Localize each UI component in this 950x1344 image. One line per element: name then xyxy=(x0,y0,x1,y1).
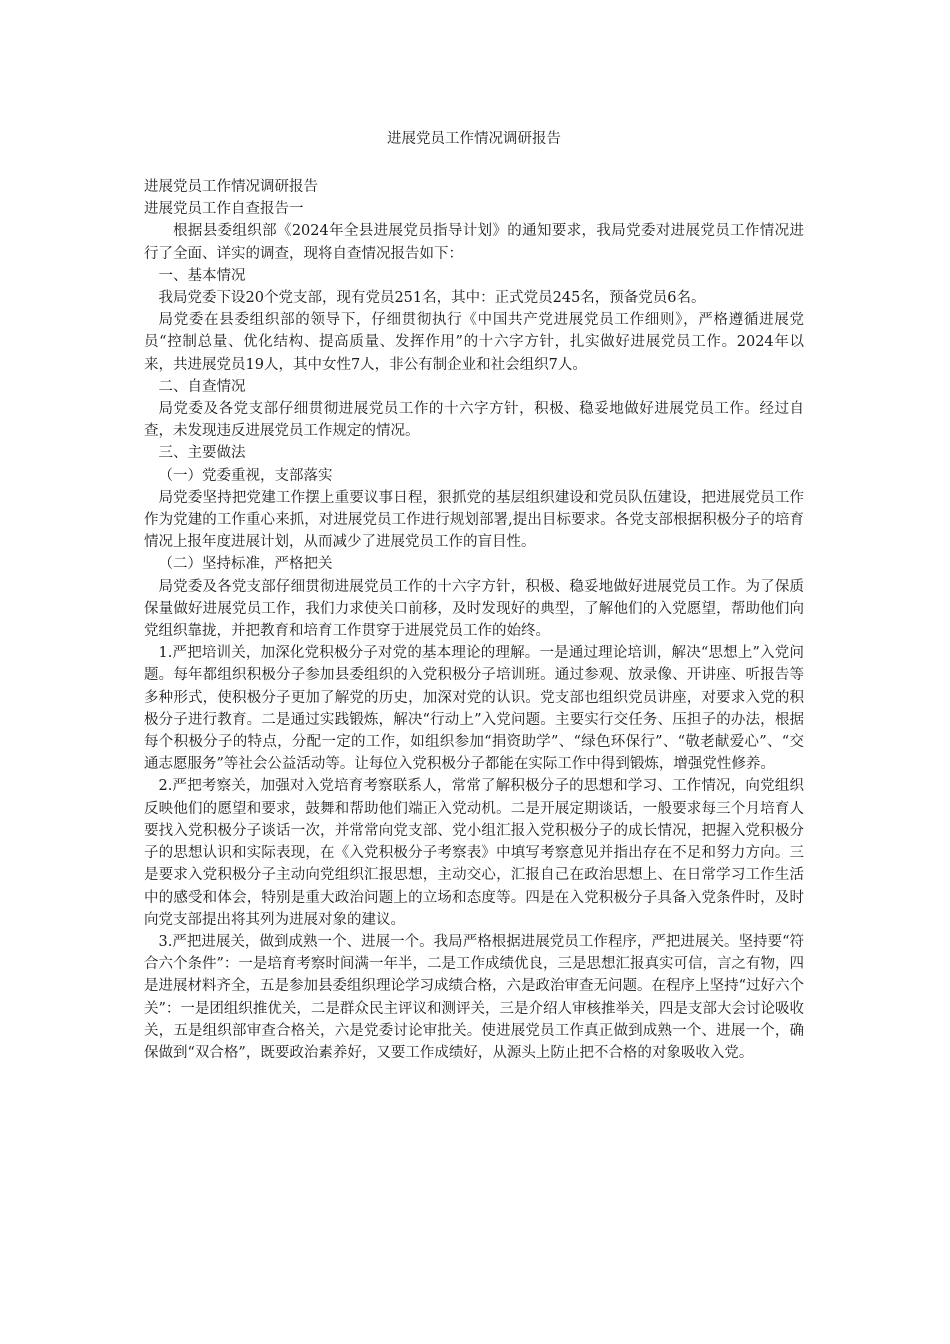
paragraph-committee-attention: 局党委坚持把党建工作摆上重要议事日程，狠抓党的基层组织建设和党员队伍建设，把进展党员工作作为党建的工作重心来抓，对进展党员工作进行规划部署,提出目标要求。各党支部根据积极分子的培育情况上报年度进展计划，从而减少了进展党员工作的盲目性。 xyxy=(144,489,804,551)
paragraph-leadership: 局党委在县委组织部的领导下，仔细贯彻执行《中国共产党进展党员工作细则》，严格遵循进展党员“控制总量、优化结构、提高质量、发挥作用”的十六字方针，扎实做好进展党员工作。2024年以来，共进展党员19人，其中女性7人，非公有制企业和社会组织7人。 xyxy=(144,312,804,373)
paragraph-training: 1.严把培训关，加深化党积极分子对党的基本理论的理解。一是通过理论培训，解决“思想上”入党问题。每年都组织积极分子参加县委组织的入党积极分子培训班。通过参观、放录像、开讲座、听报告等多种形式，使积极分子更加了解党的历史，加深对党的认识。党支部也组织党员讲座，对要求入党的积极分子进行教育。二是通过实践锻炼，解决“行动上”入党问题。主要实行交任务、压担子的办法，根据每个积极分子的特点，分配一定的工作，如组织参加“捐资助学”、“绿色环保行”、“敬老献爱心”、“交通志愿服务”等社会公益活动等。让每位入党积极分子都能在实际工作中得到锻炼，增强党性修养。 xyxy=(144,645,804,773)
paragraph-self-check: 局党委及各党支部仔细贯彻进展党员工作的十六字方针，积极、稳妥地做好进展党员工作。经过自查，未发现违反进展党员工作规定的情况。 xyxy=(144,401,804,440)
paragraph-intro: 根据县委组织部《2024年全县进展党员指导计划》的通知要求，我局党委对进展党员工作情况进行了全面、详实的调查，现将自查情况报告如下： xyxy=(144,223,804,262)
paragraph-standards: 局党委及各党支部仔细贯彻进展党员工作的十六字方针，积极、稳妥地做好进展党员工作。为了保质保量做好进展党员工作，我们力求使关口前移，及时发现好的典型，了解他们的入党愿望，帮助他们向党组织靠拢，并把教育和培育工作贯穿于进展党员工作的始终。 xyxy=(144,578,804,640)
heading-self-check: 二、自查情况 xyxy=(158,378,246,395)
subheading-committee-attention: （一）党委重视，支部落实 xyxy=(158,467,333,484)
document-title: 进展党员工作情况调研报告 xyxy=(387,131,561,147)
heading-main-practices: 三、主要做法 xyxy=(158,445,246,462)
paragraph-member-count: 我局党委下设20个党支部，现有党员251名，其中：正式党员245名，预备党员6名。 xyxy=(158,290,706,307)
paragraph-inspection: 2.严把考察关，加强对入党培育考察联系人，常常了解积极分子的思想和学习、工作情况，向党组织反映他们的愿望和要求，鼓舞和帮助他们端正入党动机。二是开展定期谈话，一般要求每三个月培育人要找入党积极分子谈话一次，并常常向党支部、党小组汇报入党积极分子的成长情况，把握入党积极分子的思想认识和实际表现，在《入党积极分子考察表》中填写考察意见并指出存在不足和努力方向。三是要求入党积极分子主动向党组织汇报思想，主动交心，汇报自己在政治思想上、在日常学习工作生活中的感受和体会，特别是重大政治问题上的立场和态度等。四是在入党积极分子具备入党条件时，及时向党支部提出将其列为进展对象的建议。 xyxy=(144,778,804,928)
document-body xyxy=(144,176,804,1064)
paragraph-section-heading: 进展党员工作自查报告一 xyxy=(144,201,304,218)
subheading-standards: （二）坚持标准，严格把关 xyxy=(158,556,333,573)
paragraph-development: 3.严把进展关，做到成熟一个、进展一个。我局严格根据进展党员工作程序，严把进展关。坚持要“符合六个条件”：一是培育考察时间满一年半，二是工作成绩优良，三是思想汇报真实可信，言之有物，四是进展材料齐全，五是参加县委组织理论学习成绩合格，六是政治审查无问题。在程序上坚持“过好六个关”：一是团组织推优关，二是群众民主评议和测评关，三是介绍人审核推举关，四是支部大会讨论吸收关，五是组织部审查合格关，六是党委讨论审批关。使进展党员工作真正做到成熟一个、进展一个，确保做到“双合格”，既要政治素养好，又要工作成绩好，从源头上防止把不合格的对象吸收入党。 xyxy=(144,933,804,1061)
heading-basic-situation: 一、基本情况 xyxy=(158,267,246,284)
paragraph-subtitle: 进展党员工作情况调研报告 xyxy=(144,179,318,195)
